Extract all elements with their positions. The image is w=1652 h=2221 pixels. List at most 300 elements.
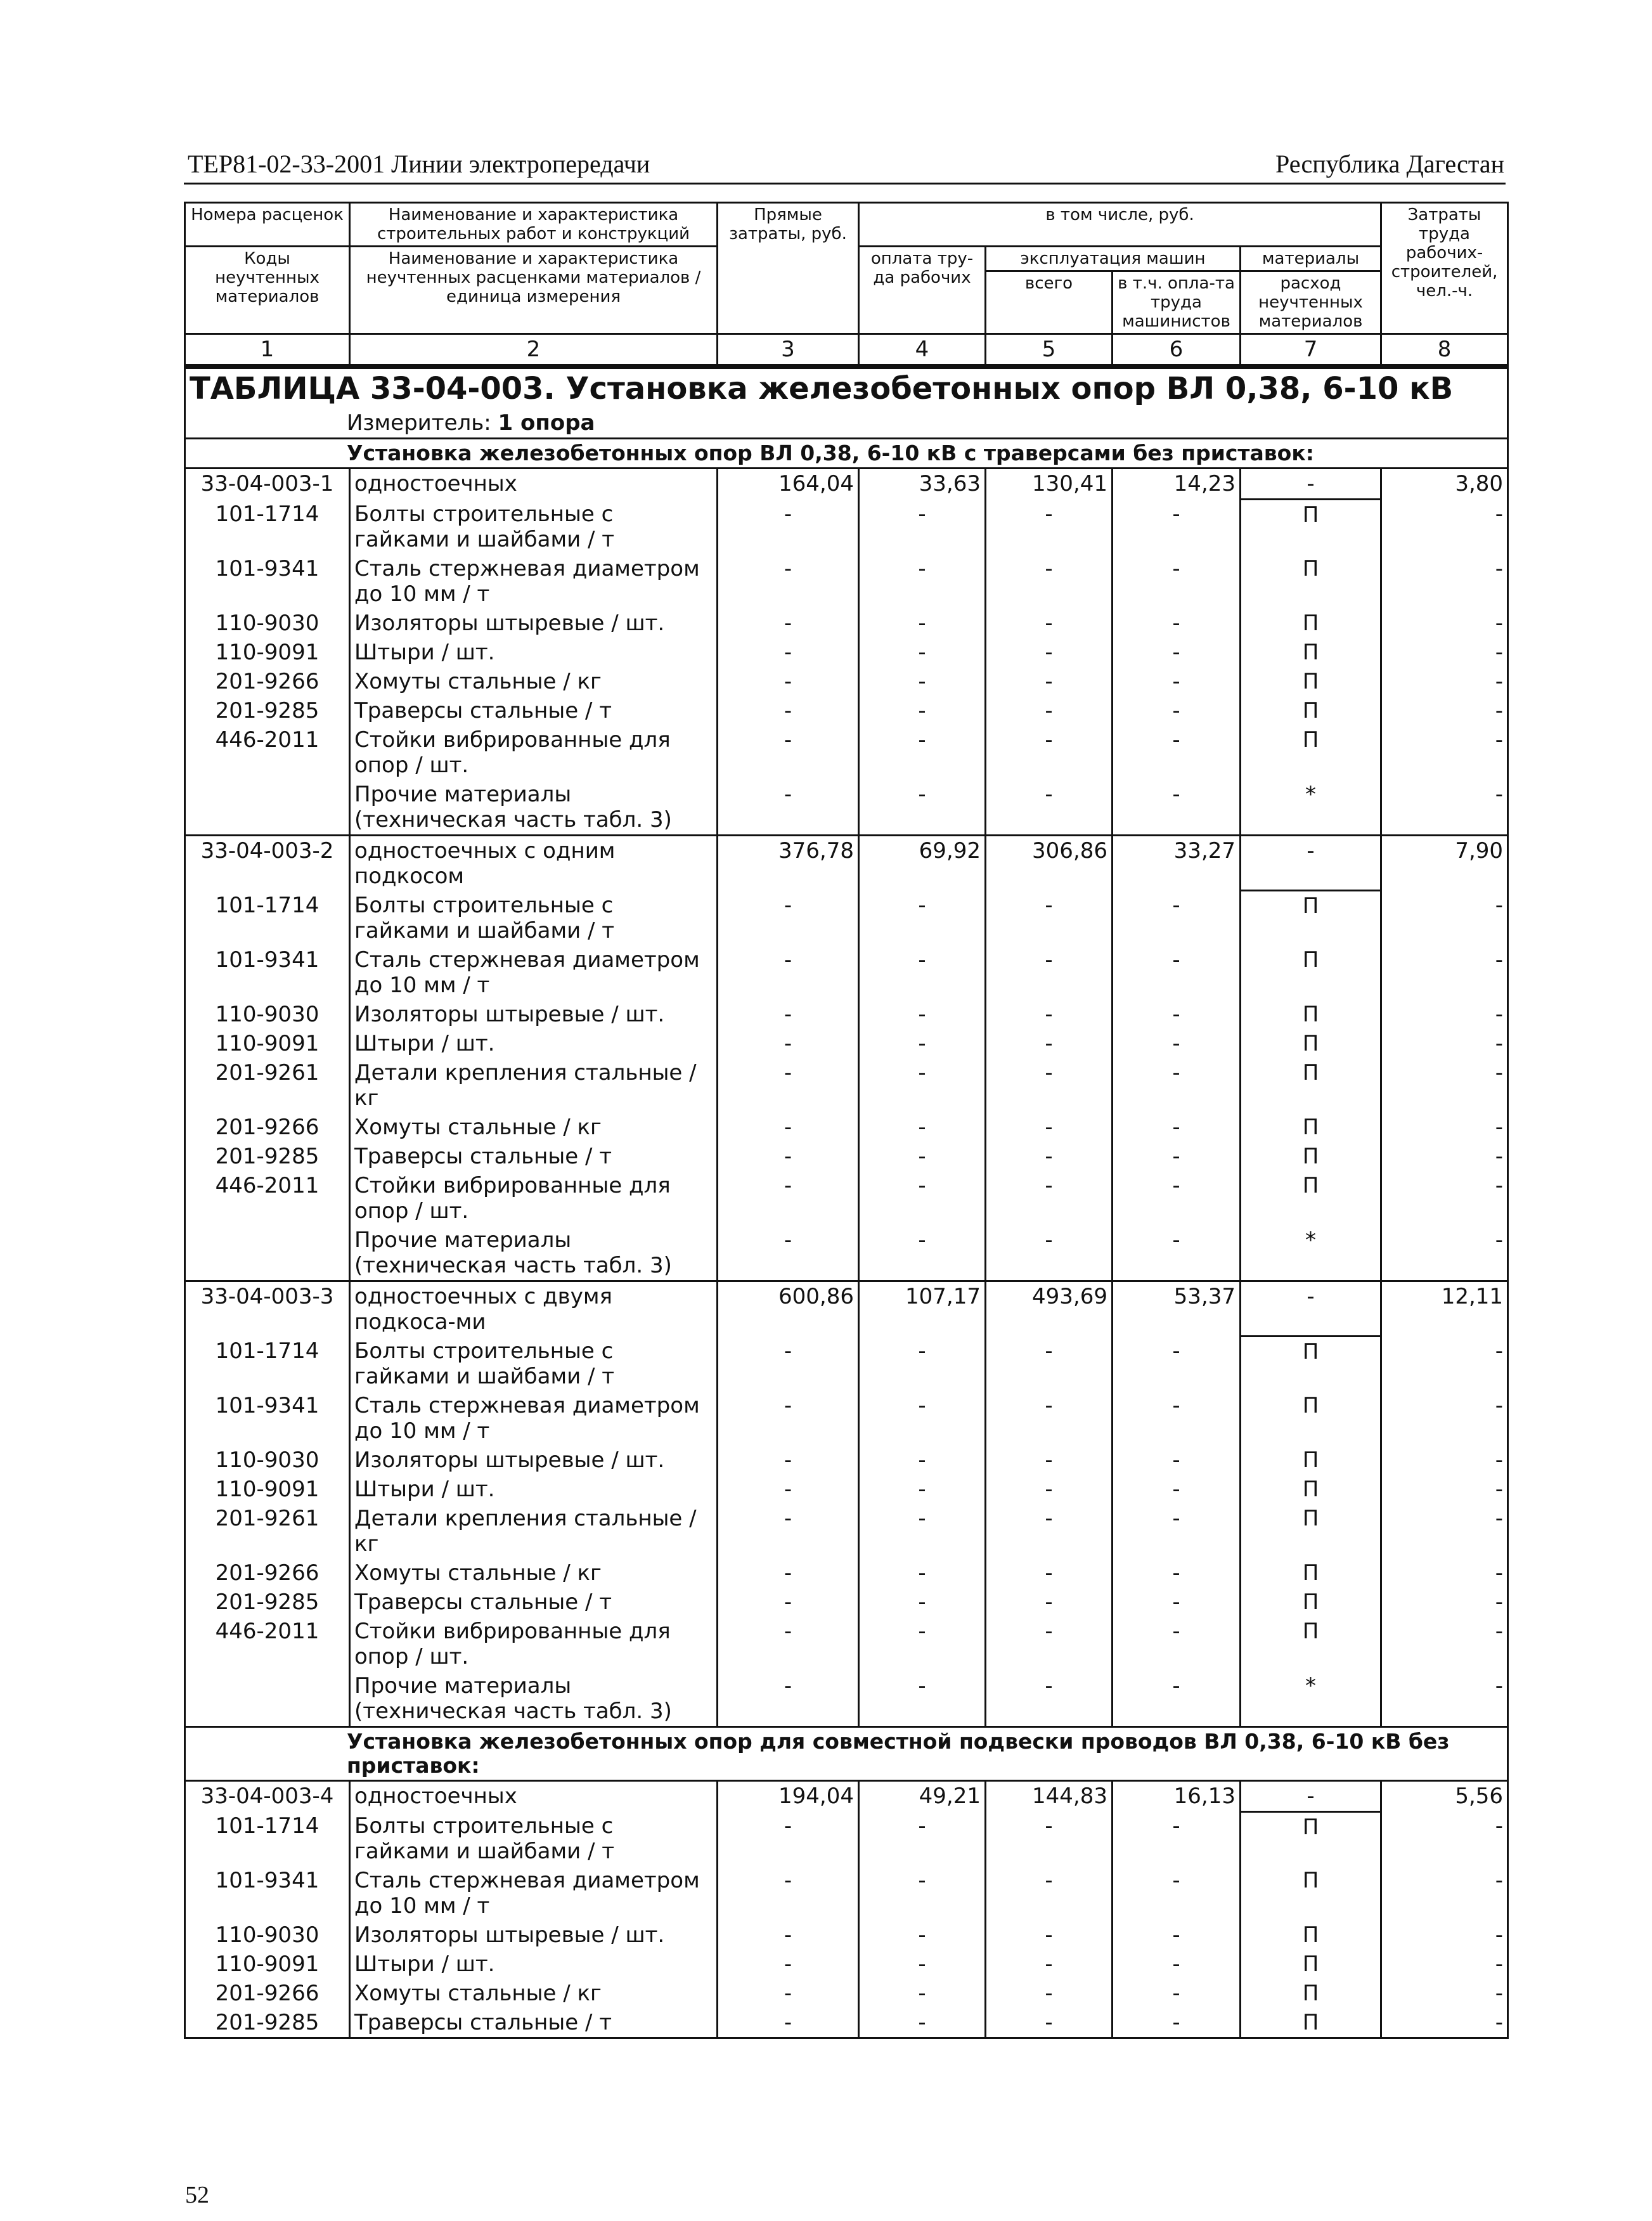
material-value: - <box>718 725 859 780</box>
material-value: - <box>986 554 1113 609</box>
material-value: - <box>986 1671 1113 1727</box>
document-title: ТЕР81-02-33-2001 Линии электропередачи <box>188 150 650 178</box>
material-row <box>185 1029 1508 1058</box>
material-value: - <box>859 1391 986 1446</box>
material-value: - <box>986 1475 1113 1504</box>
material-name: Сталь стержневая диаметром до 10 мм / т <box>350 554 718 609</box>
material-row <box>185 1058 1508 1113</box>
material-code: 201-9285 <box>185 1588 350 1617</box>
material-row <box>185 2008 1508 2038</box>
material-row <box>185 696 1508 725</box>
material-value: - <box>859 1058 986 1113</box>
rate-row <box>185 835 1508 891</box>
rate-code: 33-04-003-3 <box>185 1281 350 1337</box>
material-value: - <box>986 1337 1113 1391</box>
direct-cost: 194,04 <box>718 1780 859 1811</box>
material-value: - <box>986 1811 1113 1866</box>
material-value: - <box>1381 1920 1508 1950</box>
material-value: - <box>859 1920 986 1950</box>
material-consumption: П <box>1241 1504 1381 1558</box>
material-code <box>185 1671 350 1727</box>
material-value: - <box>718 667 859 696</box>
material-value: - <box>859 1029 986 1058</box>
labor-cost: 49,21 <box>859 1780 986 1811</box>
material-code: 201-9261 <box>185 1058 350 1113</box>
material-consumption: П <box>1241 1866 1381 1920</box>
measure <box>190 410 1503 436</box>
material-value: - <box>986 1588 1113 1617</box>
rate-code: 33-04-003-1 <box>185 469 350 500</box>
material-value: - <box>718 1337 859 1391</box>
machine-labor-cost: 33,27 <box>1113 835 1241 891</box>
material-row <box>185 891 1508 945</box>
material-value: - <box>859 1113 986 1142</box>
material-name: Стойки вибрированные для опор / шт. <box>350 1617 718 1671</box>
material-code: 201-9261 <box>185 1504 350 1558</box>
header-col1-top: Номера расценок <box>185 203 350 247</box>
material-value: - <box>986 1058 1113 1113</box>
material-consumption: П <box>1241 1446 1381 1475</box>
material-value: - <box>1113 1671 1241 1727</box>
material-value: - <box>859 945 986 1000</box>
labor-cost: 107,17 <box>859 1281 986 1337</box>
material-value: - <box>1113 725 1241 780</box>
material-row <box>185 638 1508 667</box>
material-value: - <box>1381 1617 1508 1671</box>
labor-cost: 69,92 <box>859 835 986 891</box>
material-value: - <box>1113 1504 1241 1558</box>
material-name: Траверсы стальные / т <box>350 1142 718 1171</box>
material-row <box>185 609 1508 638</box>
material-value: - <box>1113 1226 1241 1281</box>
material-code: 446-2011 <box>185 725 350 780</box>
material-code: 110-9091 <box>185 638 350 667</box>
material-value: - <box>1381 609 1508 638</box>
material-value: - <box>1113 667 1241 696</box>
material-row <box>185 945 1508 1000</box>
section-header-a <box>185 439 1508 469</box>
material-value: - <box>986 696 1113 725</box>
material-consumption: П <box>1241 1142 1381 1171</box>
material-value: - <box>718 1866 859 1920</box>
material-value: - <box>1113 780 1241 836</box>
material-consumption: П <box>1241 500 1381 554</box>
table-title: ТАБЛИЦА 33-04-003. Установка железобетонных опор ВЛ 0,38, 6-10 кВ <box>190 371 1454 406</box>
material-code: 110-9030 <box>185 609 350 638</box>
material-value: - <box>1381 500 1508 554</box>
header-col6: в т.ч. опла-та труда машинистов <box>1113 271 1241 334</box>
material-value: - <box>718 609 859 638</box>
header-row-1 <box>185 203 1508 247</box>
material-value: - <box>718 1811 859 1866</box>
rate-code: 33-04-003-2 <box>185 835 350 891</box>
material-name: Штыри / шт. <box>350 638 718 667</box>
material-consumption: П <box>1241 1979 1381 2008</box>
material-value: - <box>859 780 986 836</box>
column-number: 3 <box>718 334 859 367</box>
material-value: - <box>1113 500 1241 554</box>
material-value: - <box>1381 1504 1508 1558</box>
material-value: - <box>718 1671 859 1727</box>
material-name: Детали крепления стальные / кг <box>350 1504 718 1558</box>
material-name: Сталь стержневая диаметром до 10 мм / т <box>350 945 718 1000</box>
material-code: 446-2011 <box>185 1617 350 1671</box>
material-code: 201-9285 <box>185 2008 350 2038</box>
material-code: 101-9341 <box>185 945 350 1000</box>
material-value: - <box>1381 667 1508 696</box>
material-row <box>185 1588 1508 1617</box>
material-code: 446-2011 <box>185 1171 350 1226</box>
material-value: - <box>1381 1446 1508 1475</box>
material-value: - <box>1113 1920 1241 1950</box>
material-consumption: П <box>1241 1475 1381 1504</box>
material-value: - <box>859 2008 986 2038</box>
material-row <box>185 1171 1508 1226</box>
material-value: - <box>859 1617 986 1671</box>
column-number: 1 <box>185 334 350 367</box>
machine-labor-cost: 53,37 <box>1113 1281 1241 1337</box>
material-value: - <box>718 1920 859 1950</box>
measure-value: 1 опора <box>498 410 595 436</box>
section-title: Установка железобетонных опор для совместной подвески проводов ВЛ 0,38, 6-10 кВ без приставок: <box>347 1728 1450 1778</box>
material-code: 101-9341 <box>185 1866 350 1920</box>
material-row <box>185 1475 1508 1504</box>
material-name: Штыри / шт. <box>350 1950 718 1979</box>
material-value: - <box>1381 1811 1508 1866</box>
material-value: - <box>718 1029 859 1058</box>
material-name: Прочие материалы (техническая часть табл. 3) <box>350 1671 718 1727</box>
rate-name: одностоечных <box>350 1780 718 1811</box>
material-value: - <box>1113 1866 1241 1920</box>
material-value: - <box>1381 1588 1508 1617</box>
material-consumption: П <box>1241 725 1381 780</box>
material-row <box>185 780 1508 836</box>
material-consumption: П <box>1241 1029 1381 1058</box>
material-value: - <box>859 1866 986 1920</box>
material-value: - <box>1381 780 1508 836</box>
material-value: - <box>859 1979 986 2008</box>
material-value: - <box>718 1113 859 1142</box>
material-name: Изоляторы штыревые / шт. <box>350 1920 718 1950</box>
material-value: - <box>718 945 859 1000</box>
material-code: 110-9091 <box>185 1475 350 1504</box>
material-name: Сталь стержневая диаметром до 10 мм / т <box>350 1391 718 1446</box>
page-number: 52 <box>185 2182 209 2208</box>
material-value: - <box>1113 1446 1241 1475</box>
material-row <box>185 725 1508 780</box>
material-value: - <box>1113 891 1241 945</box>
material-value: - <box>718 1000 859 1029</box>
material-consumption: П <box>1241 667 1381 696</box>
material-value: - <box>1381 1979 1508 2008</box>
material-name: Прочие материалы (техническая часть табл. 3) <box>350 780 718 836</box>
material-value: - <box>1113 1558 1241 1588</box>
material-value: - <box>1381 1058 1508 1113</box>
material-value: - <box>986 1950 1113 1979</box>
material-value: - <box>1381 1950 1508 1979</box>
material-value: - <box>718 500 859 554</box>
table-title-row <box>185 366 1508 408</box>
materials-cost: - <box>1241 835 1381 891</box>
material-value: - <box>986 1504 1113 1558</box>
rate-name: одностоечных с двумя подкоса-ми <box>350 1281 718 1337</box>
material-value: - <box>718 1226 859 1281</box>
material-value: - <box>859 1337 986 1391</box>
material-value: - <box>718 891 859 945</box>
material-row <box>185 500 1508 554</box>
material-value: - <box>1381 1029 1508 1058</box>
material-consumption: П <box>1241 891 1381 945</box>
material-value: - <box>718 780 859 836</box>
material-value: - <box>986 1558 1113 1588</box>
material-consumption: * <box>1241 780 1381 836</box>
direct-cost: 164,04 <box>718 469 859 500</box>
material-row <box>185 1113 1508 1142</box>
material-value: - <box>718 1588 859 1617</box>
material-value: - <box>859 500 986 554</box>
material-value: - <box>1113 1979 1241 2008</box>
header-col7: расход неучтенных материалов <box>1241 271 1381 334</box>
material-row <box>185 554 1508 609</box>
material-value: - <box>1113 1475 1241 1504</box>
material-name: Хомуты стальные / кг <box>350 1979 718 2008</box>
material-name: Болты строительные с гайками и шайбами / т <box>350 500 718 554</box>
material-name: Прочие материалы (техническая часть табл. 3) <box>350 1226 718 1281</box>
material-row <box>185 1000 1508 1029</box>
rate-name: одностоечных <box>350 469 718 500</box>
material-consumption: П <box>1241 2008 1381 2038</box>
material-value: - <box>1113 945 1241 1000</box>
header-materials: материалы <box>1241 247 1381 271</box>
labor-hours: 12,11 <box>1381 1281 1508 1337</box>
material-value: - <box>1113 1142 1241 1171</box>
material-value: - <box>1113 1171 1241 1226</box>
material-row <box>185 1950 1508 1979</box>
material-value: - <box>1381 945 1508 1000</box>
material-value: - <box>1381 1475 1508 1504</box>
column-number: 6 <box>1113 334 1241 367</box>
material-value: - <box>1113 1113 1241 1142</box>
header-col2-bottom: Наименование и характеристика неучтенных расценками материалов / единица измерения <box>350 247 718 334</box>
material-name: Хомуты стальные / кг <box>350 1558 718 1588</box>
material-code: 201-9266 <box>185 1113 350 1142</box>
material-consumption: П <box>1241 1113 1381 1142</box>
material-value: - <box>859 609 986 638</box>
column-number: 8 <box>1381 334 1508 367</box>
material-consumption: П <box>1241 945 1381 1000</box>
material-value: - <box>859 554 986 609</box>
material-consumption: П <box>1241 554 1381 609</box>
material-value: - <box>986 609 1113 638</box>
material-consumption: * <box>1241 1671 1381 1727</box>
material-value: - <box>986 1113 1113 1142</box>
column-numbers-row <box>185 334 1508 367</box>
material-value: - <box>1113 554 1241 609</box>
material-value: - <box>1381 1866 1508 1920</box>
material-consumption: * <box>1241 1226 1381 1281</box>
material-row <box>185 1979 1508 2008</box>
material-consumption: П <box>1241 1391 1381 1446</box>
material-code: 201-9266 <box>185 1558 350 1588</box>
material-value: - <box>1381 1337 1508 1391</box>
header-col4: оплата тру-да рабочих <box>859 247 986 334</box>
section-title: Установка железобетонных опор ВЛ 0,38, 6-10 кВ с траверсами без приставок: <box>347 441 1314 465</box>
material-value: - <box>859 1671 986 1727</box>
material-value: - <box>718 1391 859 1446</box>
material-code: 101-1714 <box>185 500 350 554</box>
material-name: Хомуты стальные / кг <box>350 667 718 696</box>
material-value: - <box>718 1617 859 1671</box>
material-value: - <box>986 1029 1113 1058</box>
material-value: - <box>859 1504 986 1558</box>
material-consumption: П <box>1241 1811 1381 1866</box>
material-name: Траверсы стальные / т <box>350 696 718 725</box>
material-name: Сталь стержневая диаметром до 10 мм / т <box>350 1866 718 1920</box>
material-consumption: П <box>1241 1920 1381 1950</box>
materials-cost: - <box>1241 1281 1381 1337</box>
material-value: - <box>718 1475 859 1504</box>
material-row <box>185 667 1508 696</box>
header-col8: Затраты труда рабочих-строителей, чел.-ч. <box>1381 203 1508 334</box>
material-value: - <box>986 1446 1113 1475</box>
material-value: - <box>718 1504 859 1558</box>
machine-cost: 144,83 <box>986 1780 1113 1811</box>
material-value: - <box>859 696 986 725</box>
material-code: 110-9030 <box>185 1446 350 1475</box>
norms-table <box>184 202 1509 2039</box>
material-consumption: П <box>1241 1000 1381 1029</box>
column-number: 4 <box>859 334 986 367</box>
material-consumption: П <box>1241 1617 1381 1671</box>
machine-cost: 306,86 <box>986 835 1113 891</box>
material-name: Штыри / шт. <box>350 1475 718 1504</box>
material-value: - <box>1113 1950 1241 1979</box>
material-value: - <box>859 891 986 945</box>
material-name: Изоляторы штыревые / шт. <box>350 1000 718 1029</box>
material-value: - <box>859 1446 986 1475</box>
material-name: Болты строительные с гайками и шайбами / т <box>350 1337 718 1391</box>
material-value: - <box>718 1446 859 1475</box>
material-name: Стойки вибрированные для опор / шт. <box>350 1171 718 1226</box>
material-value: - <box>1381 725 1508 780</box>
material-value: - <box>986 1142 1113 1171</box>
material-value: - <box>1381 1113 1508 1142</box>
labor-hours: 5,56 <box>1381 1780 1508 1811</box>
material-consumption: П <box>1241 1337 1381 1391</box>
material-value: - <box>1381 2008 1508 2038</box>
material-consumption: П <box>1241 1558 1381 1588</box>
material-code: 110-9091 <box>185 1950 350 1979</box>
region-name: Республика Дагестан <box>1275 150 1504 178</box>
material-value: - <box>859 1142 986 1171</box>
material-value: - <box>986 2008 1113 2038</box>
material-value: - <box>986 725 1113 780</box>
material-value: - <box>986 1226 1113 1281</box>
labor-hours: 3,80 <box>1381 469 1508 500</box>
header-col3: Прямые затраты, руб. <box>718 203 859 334</box>
material-consumption: П <box>1241 1171 1381 1226</box>
material-value: - <box>1113 696 1241 725</box>
column-number: 7 <box>1241 334 1381 367</box>
material-consumption: П <box>1241 1950 1381 1979</box>
material-value: - <box>718 554 859 609</box>
material-value: - <box>1113 609 1241 638</box>
material-value: - <box>859 1950 986 1979</box>
material-code <box>185 1226 350 1281</box>
material-row <box>185 1337 1508 1391</box>
material-code: 110-9091 <box>185 1029 350 1058</box>
material-row <box>185 1504 1508 1558</box>
material-value: - <box>986 945 1113 1000</box>
material-value: - <box>1381 1391 1508 1446</box>
material-code: 201-9266 <box>185 667 350 696</box>
material-consumption: П <box>1241 1058 1381 1113</box>
material-value: - <box>718 1558 859 1588</box>
rate-row <box>185 469 1508 500</box>
material-name: Стойки вибрированные для опор / шт. <box>350 725 718 780</box>
material-value: - <box>718 638 859 667</box>
material-value: - <box>1113 1391 1241 1446</box>
material-value: - <box>859 1171 986 1226</box>
rate-row <box>185 1281 1508 1337</box>
material-name: Изоляторы штыревые / шт. <box>350 609 718 638</box>
material-row <box>185 1920 1508 1950</box>
material-value: - <box>1381 1226 1508 1281</box>
rate-code: 33-04-003-4 <box>185 1780 350 1811</box>
material-value: - <box>1113 1337 1241 1391</box>
rate-name: одностоечных с одним подкосом <box>350 835 718 891</box>
header-machines: эксплуатация машин <box>986 247 1241 271</box>
material-value: - <box>1381 891 1508 945</box>
material-row <box>185 1671 1508 1727</box>
material-value: - <box>986 1866 1113 1920</box>
column-number: 5 <box>986 334 1113 367</box>
material-value: - <box>1113 638 1241 667</box>
material-value: - <box>1113 1617 1241 1671</box>
material-value: - <box>1381 638 1508 667</box>
material-value: - <box>986 638 1113 667</box>
material-name: Болты строительные с гайками и шайбами / т <box>350 891 718 945</box>
material-code: 101-1714 <box>185 1811 350 1866</box>
material-name: Хомуты стальные / кг <box>350 1113 718 1142</box>
page-header <box>184 150 1506 185</box>
material-code: 101-9341 <box>185 554 350 609</box>
measure-label: Измеритель: <box>347 410 498 436</box>
material-code: 101-9341 <box>185 1391 350 1446</box>
header-col1-bottom: Коды неучтенных материалов <box>185 247 350 334</box>
material-code: 101-1714 <box>185 891 350 945</box>
material-value: - <box>859 1475 986 1504</box>
material-code: 201-9285 <box>185 1142 350 1171</box>
material-value: - <box>986 780 1113 836</box>
machine-labor-cost: 16,13 <box>1113 1780 1241 1811</box>
material-value: - <box>986 1000 1113 1029</box>
direct-cost: 376,78 <box>718 835 859 891</box>
labor-hours: 7,90 <box>1381 835 1508 891</box>
material-value: - <box>1113 1588 1241 1617</box>
material-name: Детали крепления стальные / кг <box>350 1058 718 1113</box>
material-value: - <box>859 1226 986 1281</box>
material-code <box>185 780 350 836</box>
material-value: - <box>718 1171 859 1226</box>
material-value: - <box>859 667 986 696</box>
material-value: - <box>1381 1171 1508 1226</box>
labor-cost: 33,63 <box>859 469 986 500</box>
material-value: - <box>859 725 986 780</box>
material-row <box>185 1811 1508 1866</box>
material-value: - <box>859 1588 986 1617</box>
material-name: Траверсы стальные / т <box>350 1588 718 1617</box>
